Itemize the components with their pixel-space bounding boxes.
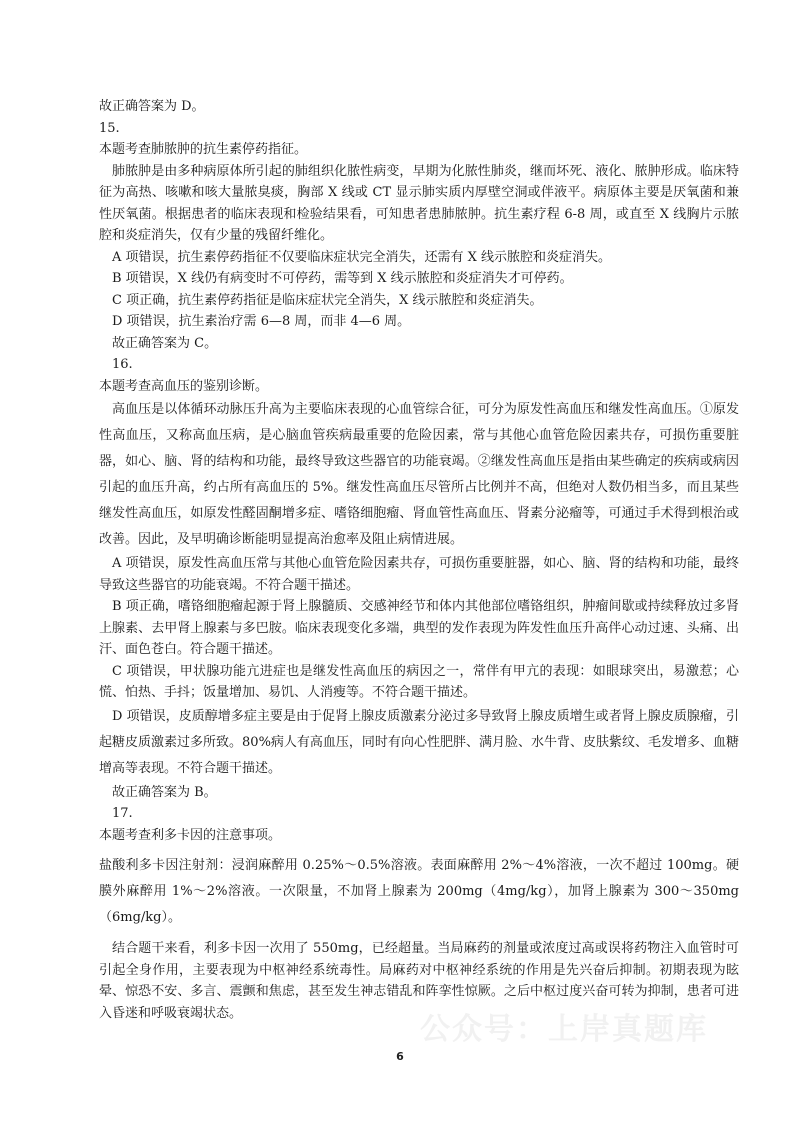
option-a-16: A 项错误，原发性高血压常与其他心血管危险因素共存，可损伤重要脏器，如心、脑、肾的结构和功能，最终导致这些器官的功能衰竭。不符合题干描述。 — [99, 556, 739, 593]
option-d-16: D 项错误，皮质醇增多症主要是由于促肾上腺皮质激素分泌过多导致肾上腺皮质增生或者肾上腺皮质腺瘤，引起糖皮质激素过多所致。80%病人有高血压，同时有向心性肥胖、满月脸、水牛背、皮肤紫纹、毛发增多、血糖增高等表现。不符合题干描述。 — [99, 708, 739, 776]
option-c-15: C 项正确，抗生素停药指征是临床症状完全消失，X 线示脓腔和炎症消失。 — [112, 292, 543, 308]
answer-line-16: 故正确答案为 B。 — [112, 784, 217, 800]
explanation-paragraph-17: 结合题干来看，利多卡因一次用了 550mg，已经超量。当局麻药的剂量或浓度过高或误将药物注入血管时可引起全身作用，主要表现为中枢神经系统毒性。局麻药对中枢神经系统的作用是先兴奋后抑制。初期表现为眩晕、惊恐不安、多言、震颤和焦虑，甚至发生神志错乱和阵挛性惊厥。之后中枢过度兴奋可转为抑制，患者可进入昏迷和呼吸衰竭状态。 — [99, 941, 739, 1021]
question-topic-15: 本题考查肺脓肿的抗生素停药指征。 — [99, 142, 308, 157]
page-body — [99, 96, 739, 1024]
option-a-15: A 项错误，抗生素停药指征不仅要临床症状完全消失，还需有 X 线示脓腔和炎症消失。 — [112, 249, 612, 265]
page-number: 6 — [396, 1050, 404, 1063]
option-b-16: B 项正确，嗜铬细胞瘤起源于肾上腺髓质、交感神经节和体内其他部位嗜铬组织，肿瘤间歇或持续释放过多肾上腺素、去甲肾上腺素与多巴胺。临床表现变化多端，典型的发作表现为阵发性血压升高伴心动过速、头痛、出汗、面色苍白。符合题干描述。 — [99, 599, 739, 657]
explanation-paragraph-16: 高血压是以体循环动脉压升高为主要临床表现的心血管综合征，可分为原发性高血压和继发性高血压。①原发性高血压，又称高血压病，是心脑血管疾病最重要的危险因素，常与其他心血管危险因素共存，可损伤重要脏器，如心、脑、肾的结构和功能，最终导致这些器官的功能衰竭。②继发性高血压是指由某些确定的疾病或病因引起的血压升高，约占所有高血压的 5%。继发性高血压尽管所占比例并不高，但绝对人数仍相当多，而且某些继发性高血压，如原发性醛固酮增多症、嗜铬细胞瘤、肾血管性高血压、肾素分泌瘤等，可通过手术得到根治或改善。因此，及早明确诊断能明显提高治愈率及阻止病情进展。 — [99, 402, 739, 547]
question-number-16: 16. — [112, 357, 133, 372]
question-topic-17: 本题考查利多卡因的注意事项。 — [99, 827, 282, 843]
watermark: 公众号：上岸真题库 — [420, 1012, 708, 1047]
option-d-15: D 项错误，抗生素治疗需 6—8 周，而非 4—6 周。 — [112, 314, 411, 329]
question-topic-16: 本题考查高血压的鉴别诊断。 — [99, 378, 269, 394]
option-c-16: C 项错误，甲状腺功能亢进症也是继发性高血压的病因之一，常伴有甲亢的表现：如眼球突出，易激惹；心慌、怕热、手抖；饭量增加、易饥、人消瘦等。不符合题干描述。 — [99, 663, 739, 700]
answer-line-15: 故正确答案为 C。 — [112, 335, 218, 351]
dosage-paragraph-17: 盐酸利多卡因注射剂：浸润麻醉用 0.25%～0.5%溶液。表面麻醉用 2%～4%溶液，一次不超过 100mg。硬膜外麻醉用 1%～2%溶液。一次限量，不加肾上腺素为 200mg（4mg/kg），加肾上腺素为 300～350mg（6mg/kg）。 — [99, 858, 739, 925]
question-number-17: 17. — [112, 806, 133, 821]
option-b-15: B 项错误，X 线仍有病变时不可停药，需等到 X 线示脓腔和炎症消失才可停药。 — [112, 271, 573, 286]
explanation-paragraph-15: 肺脓肿是由多种病原体所引起的肺组织化脓性病变，早期为化脓性肺炎，继而坏死、液化、脓肿形成。临床特征为高热、咳嗽和咳大量脓臭痰，胸部 X 线或 CT 显示肺实质内厚壁空洞或伴液平。病原体主要是厌氧菌和兼性厌氧菌。根据患者的临床表现和检验结果看，可知患者患肺脓肿。抗生素疗程 6-8 周，或直至 X 线胸片示脓腔和炎症消失，仅有少量的残留纤维化。 — [99, 163, 739, 243]
question-number-15: 15. — [99, 120, 120, 136]
answer-line-14: 故正确答案为 D。 — [99, 99, 205, 114]
